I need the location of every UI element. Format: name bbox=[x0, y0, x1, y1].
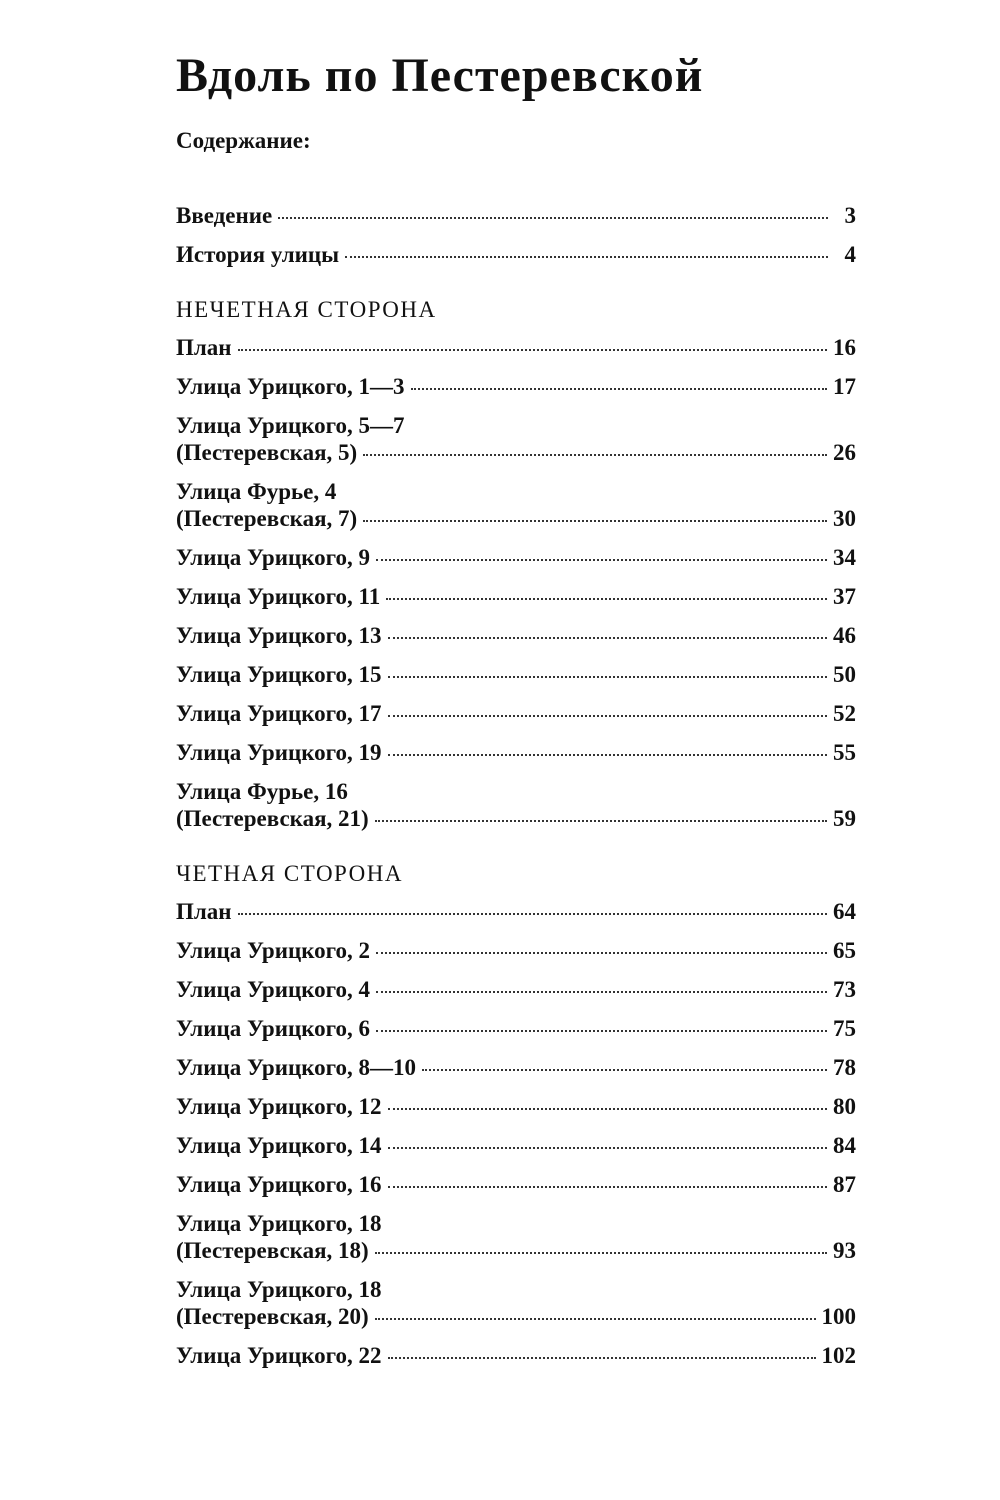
toc-entry bbox=[176, 1015, 856, 1042]
toc-entry-page-number: 80 bbox=[833, 1094, 856, 1119]
toc-entry-page-number: 52 bbox=[833, 701, 856, 726]
dot-leader bbox=[422, 1069, 827, 1071]
intro-toc-list bbox=[176, 202, 876, 268]
toc-entry bbox=[176, 202, 856, 229]
even-side-toc-list bbox=[176, 898, 876, 1369]
toc-entry-title: Улица Урицкого, 22 bbox=[176, 1343, 382, 1368]
toc-entry-row bbox=[176, 1171, 856, 1198]
toc-entry-page-number: 37 bbox=[833, 584, 856, 609]
dot-leader bbox=[386, 598, 827, 600]
dot-leader bbox=[388, 676, 827, 678]
toc-entry bbox=[176, 412, 856, 466]
dot-leader bbox=[376, 991, 827, 993]
toc-entry-page-number: 84 bbox=[833, 1133, 856, 1158]
toc-entry-title: Улица Урицкого, 1—3 bbox=[176, 374, 405, 399]
toc-entry-title: План bbox=[176, 335, 232, 360]
toc-entry-page-number: 87 bbox=[833, 1172, 856, 1197]
toc-entry-row bbox=[176, 805, 856, 832]
toc-entry-page-number: 26 bbox=[833, 440, 856, 465]
dot-leader bbox=[376, 1030, 827, 1032]
toc-entry-title: Улица Урицкого, 9 bbox=[176, 545, 371, 570]
toc-entry-row bbox=[176, 202, 856, 229]
toc-entry bbox=[176, 661, 856, 688]
toc-entry-title: Улица Урицкого, 19 bbox=[176, 740, 382, 765]
toc-entry-row bbox=[176, 439, 856, 466]
toc-entry-page-number: 59 bbox=[833, 806, 856, 831]
toc-entry-title-line: Улица Урицкого, 18 bbox=[176, 1211, 382, 1236]
toc-entry-title: Введение bbox=[176, 203, 273, 228]
toc-entry-page-number: 73 bbox=[833, 977, 856, 1002]
toc-entry bbox=[176, 373, 856, 400]
toc-entry bbox=[176, 334, 856, 361]
odd-side-toc-list bbox=[176, 334, 876, 832]
toc-entry-title: Улица Урицкого, 16 bbox=[176, 1172, 382, 1197]
toc-entry-row bbox=[176, 1054, 856, 1081]
toc-entry-page-number: 16 bbox=[833, 335, 856, 360]
toc-entry-page-number: 55 bbox=[833, 740, 856, 765]
dot-leader bbox=[388, 715, 827, 717]
toc-entry-row bbox=[176, 1093, 856, 1120]
toc-entry bbox=[176, 739, 856, 766]
toc-entry-row bbox=[176, 1132, 856, 1159]
toc-entry bbox=[176, 778, 856, 832]
toc-entry-row bbox=[176, 241, 856, 268]
toc-entry-title: Улица Урицкого, 13 bbox=[176, 623, 382, 648]
toc-entry bbox=[176, 1171, 856, 1198]
toc-entry-row bbox=[176, 661, 856, 688]
toc-entry-page-number: 50 bbox=[833, 662, 856, 687]
section-odd-side bbox=[176, 296, 876, 832]
section-heading-odd: НЕЧЕТНАЯ СТОРОНА bbox=[176, 297, 437, 322]
toc-entry-page-number: 102 bbox=[821, 1343, 856, 1368]
toc-entry bbox=[176, 478, 856, 532]
toc-entry bbox=[176, 1132, 856, 1159]
toc-entry bbox=[176, 1276, 856, 1330]
toc-entry-row bbox=[176, 976, 856, 1003]
dot-leader bbox=[363, 454, 827, 456]
toc-entry-title: Улица Урицкого, 11 bbox=[176, 584, 381, 609]
toc-entry-row bbox=[176, 544, 856, 571]
book-page bbox=[176, 40, 876, 1381]
toc-entry-title: Улица Урицкого, 15 bbox=[176, 662, 382, 687]
toc-entry-row bbox=[176, 583, 856, 610]
dot-leader bbox=[388, 1357, 816, 1359]
page-title: Вдоль по Пестеревской bbox=[176, 49, 704, 102]
toc-entry-title-line: Улица Фурье, 16 bbox=[176, 779, 348, 804]
toc-entry bbox=[176, 583, 856, 610]
toc-entry-page-number: 75 bbox=[833, 1016, 856, 1041]
dot-leader bbox=[278, 217, 828, 219]
toc-entry-row bbox=[176, 622, 856, 649]
toc-entry-row bbox=[176, 505, 856, 532]
toc-entry-title: Улица Урицкого, 6 bbox=[176, 1016, 371, 1041]
toc-entry-page-number: 17 bbox=[833, 374, 856, 399]
toc-entry bbox=[176, 1342, 856, 1369]
dot-leader bbox=[411, 388, 827, 390]
toc-entry-row bbox=[176, 373, 856, 400]
toc-entry-title: Улица Урицкого, 14 bbox=[176, 1133, 382, 1158]
toc-entry-title: История улицы bbox=[176, 242, 340, 267]
toc-entry-title: (Пестеревская, 18) bbox=[176, 1238, 369, 1263]
toc-entry-row bbox=[176, 1015, 856, 1042]
toc-entry bbox=[176, 937, 856, 964]
toc-entry-title: Улица Урицкого, 8—10 bbox=[176, 1055, 417, 1080]
toc-entry bbox=[176, 1093, 856, 1120]
dot-leader bbox=[388, 1108, 827, 1110]
toc-entry-row bbox=[176, 1237, 856, 1264]
toc-entry-title-line: Улица Урицкого, 18 bbox=[176, 1277, 382, 1302]
toc-entry-title: (Пестеревская, 20) bbox=[176, 1304, 369, 1329]
toc-entry-row bbox=[176, 739, 856, 766]
dot-leader bbox=[376, 952, 827, 954]
section-heading-even: ЧЕТНАЯ СТОРОНА bbox=[176, 861, 403, 886]
toc-entry-page-number: 4 bbox=[844, 242, 856, 267]
toc-entry-page-number: 30 bbox=[833, 506, 856, 531]
toc-entry-title-line: Улица Урицкого, 5—7 bbox=[176, 413, 405, 438]
toc-entry-page-number: 34 bbox=[833, 545, 856, 570]
toc-entry bbox=[176, 898, 856, 925]
toc-entry bbox=[176, 700, 856, 727]
toc-entry bbox=[176, 976, 856, 1003]
toc-entry-title: Улица Урицкого, 17 bbox=[176, 701, 382, 726]
toc-entry-title: (Пестеревская, 21) bbox=[176, 806, 369, 831]
section-even-side bbox=[176, 860, 876, 1369]
toc-entry-page-number: 100 bbox=[821, 1304, 856, 1329]
toc-entry-title: Улица Урицкого, 12 bbox=[176, 1094, 382, 1119]
toc-entry-title: Улица Урицкого, 2 bbox=[176, 938, 371, 963]
dot-leader bbox=[238, 913, 827, 915]
dot-leader bbox=[375, 820, 827, 822]
dot-leader bbox=[363, 520, 827, 522]
toc-entry-title: Улица Урицкого, 4 bbox=[176, 977, 371, 1002]
toc-entry-page-number: 93 bbox=[833, 1238, 856, 1263]
dot-leader bbox=[238, 349, 827, 351]
toc-entry-page-number: 46 bbox=[833, 623, 856, 648]
dot-leader bbox=[388, 754, 827, 756]
toc-entry-page-number: 78 bbox=[833, 1055, 856, 1080]
toc-entry bbox=[176, 241, 856, 268]
dot-leader bbox=[388, 1147, 827, 1149]
toc-entry-page-number: 64 bbox=[833, 899, 856, 924]
toc-entry-row bbox=[176, 334, 856, 361]
toc-entry-title-line: Улица Фурье, 4 bbox=[176, 479, 337, 504]
dot-leader bbox=[388, 1186, 827, 1188]
dot-leader bbox=[376, 559, 827, 561]
toc-entry-title: План bbox=[176, 899, 232, 924]
dot-leader bbox=[375, 1252, 827, 1254]
toc-entry-page-number: 3 bbox=[844, 203, 856, 228]
toc-entry bbox=[176, 622, 856, 649]
toc-entry-row bbox=[176, 1303, 856, 1330]
toc-entry-row bbox=[176, 700, 856, 727]
contents-label: Содержание: bbox=[176, 128, 311, 153]
toc-entry-row bbox=[176, 1342, 856, 1369]
toc-entry bbox=[176, 1210, 856, 1264]
toc-entry bbox=[176, 1054, 856, 1081]
dot-leader bbox=[345, 256, 828, 258]
toc-entry-row bbox=[176, 898, 856, 925]
dot-leader bbox=[375, 1318, 816, 1320]
toc-entry-title: (Пестеревская, 5) bbox=[176, 440, 358, 465]
toc-entry-row bbox=[176, 937, 856, 964]
dot-leader bbox=[388, 637, 827, 639]
toc-entry bbox=[176, 544, 856, 571]
toc-entry-page-number: 65 bbox=[833, 938, 856, 963]
toc-entry-title: (Пестеревская, 7) bbox=[176, 506, 358, 531]
